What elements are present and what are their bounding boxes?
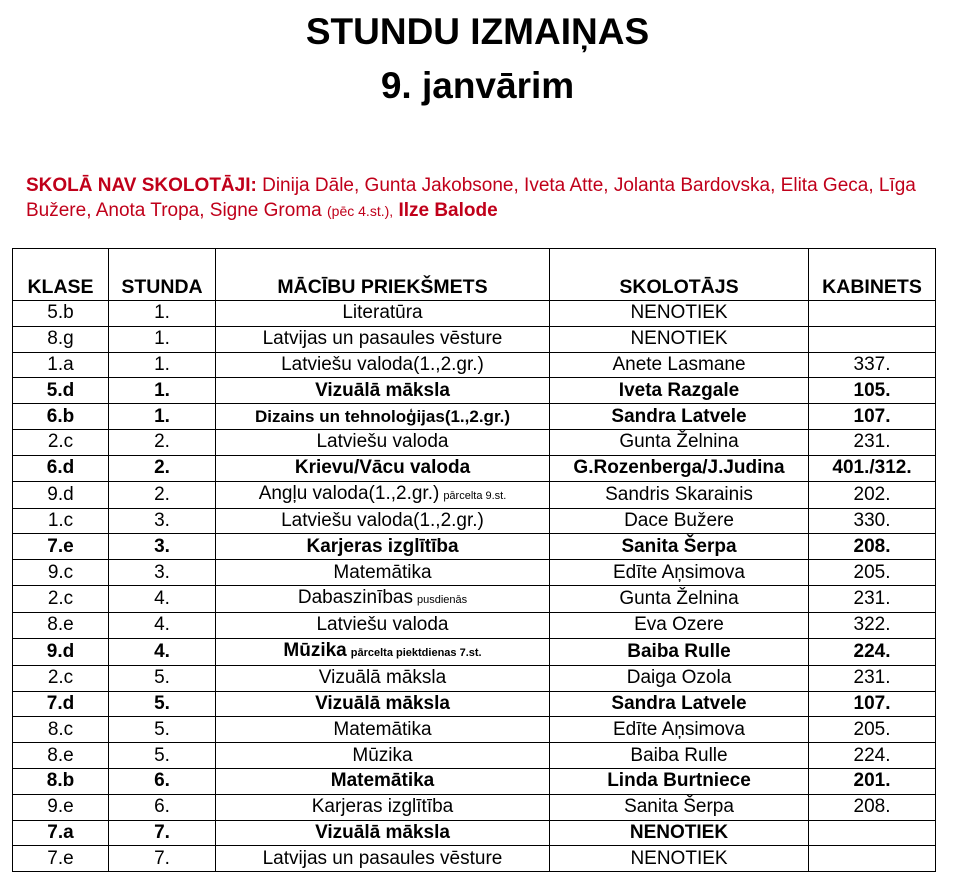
subject-cell [216, 585, 550, 612]
header-klase: KLASE [13, 249, 109, 301]
teacher-cell: Sandris Skarainis [550, 481, 809, 508]
teacher-cell: Daiga Ozola [550, 665, 809, 691]
subject-note: pārcelta 9.st. [443, 489, 507, 502]
stunda-cell: 4. [109, 638, 216, 665]
subject-text: Latviešu valoda [316, 431, 449, 453]
table-body [13, 301, 936, 872]
subject-text: Dabaszinības [297, 586, 413, 608]
subject-cell [216, 404, 550, 430]
klase-cell: 5.d [13, 378, 109, 404]
header-teacher: SKOLOTĀJS [550, 249, 809, 301]
teacher-cell: Gunta Želnina [550, 585, 809, 612]
stunda-cell: 3. [109, 560, 216, 586]
klase-cell: 2.c [13, 585, 109, 612]
room-cell: 107. [809, 691, 936, 717]
stunda-cell: 4. [109, 585, 216, 612]
stunda-cell: 6. [109, 768, 216, 794]
room-cell: 231. [809, 585, 936, 612]
teacher-cell: Eva Ozere [550, 612, 809, 638]
klase-cell: 1.c [13, 508, 109, 534]
teacher-cell: NENOTIEK [550, 820, 809, 846]
klase-cell: 2.c [13, 429, 109, 455]
stunda-cell: 1. [109, 301, 216, 327]
table-row [13, 585, 936, 612]
subject-cell [216, 560, 550, 586]
table-header-row [13, 249, 936, 301]
teacher-cell: Sandra Latvele [550, 691, 809, 717]
subject-cell [216, 352, 550, 378]
subject-text: Angļu valoda(1.,2.gr.) [258, 482, 440, 504]
subject-cell [216, 612, 550, 638]
teacher-cell: Sanita Šerpa [550, 794, 809, 820]
stunda-cell: 1. [109, 378, 216, 404]
subject-cell [216, 743, 550, 769]
subject-text: Latviešu valoda(1.,2.gr.) [281, 353, 484, 375]
teacher-cell: Dace Bužere [550, 508, 809, 534]
stunda-cell: 5. [109, 743, 216, 769]
room-cell: 330. [809, 508, 936, 534]
table-row [13, 743, 936, 769]
subject-cell [216, 326, 550, 352]
klase-cell: 5.b [13, 301, 109, 327]
subject-cell [216, 665, 550, 691]
room-cell: 208. [809, 794, 936, 820]
table-row [13, 691, 936, 717]
table-row [13, 638, 936, 665]
room-cell: 231. [809, 665, 936, 691]
table-row [13, 301, 936, 327]
subject-text: Karjeras izglītība [311, 796, 454, 818]
subject-cell [216, 717, 550, 743]
subject-text: Latvijas un pasaules vēsture [262, 328, 503, 350]
teacher-cell: Linda Burtniece [550, 768, 809, 794]
room-cell: 401./312. [809, 455, 936, 481]
room-cell: 205. [809, 717, 936, 743]
table-row [13, 768, 936, 794]
table-row [13, 534, 936, 560]
klase-cell: 8.b [13, 768, 109, 794]
table-row [13, 612, 936, 638]
room-cell [809, 301, 936, 327]
page-date: 9. janvārim [380, 65, 575, 106]
subject-text: Vizuālā māksla [315, 692, 450, 714]
klase-cell: 9.c [13, 560, 109, 586]
subject-cell [216, 301, 550, 327]
teacher-cell: NENOTIEK [550, 326, 809, 352]
room-cell [809, 326, 936, 352]
room-cell: 224. [809, 743, 936, 769]
header-subject: MĀCĪBU PRIEKŠMETS [216, 249, 550, 301]
header-stunda: STUNDA [109, 249, 216, 301]
subject-cell [216, 429, 550, 455]
subject-text: Latvijas un pasaules vēsture [262, 847, 503, 869]
subject-cell [216, 481, 550, 508]
teacher-cell: Sandra Latvele [550, 404, 809, 430]
table-row [13, 352, 936, 378]
klase-cell: 7.e [13, 846, 109, 872]
subject-note: pusdienās [416, 593, 468, 606]
subject-cell [216, 508, 550, 534]
subject-cell [216, 794, 550, 820]
klase-cell: 2.c [13, 665, 109, 691]
klase-cell: 9.e [13, 794, 109, 820]
stunda-cell: 2. [109, 481, 216, 508]
subject-text: Vizuālā māksla [318, 667, 447, 689]
room-cell: 337. [809, 352, 936, 378]
stunda-cell: 2. [109, 429, 216, 455]
subject-text: Latviešu valoda [316, 614, 449, 636]
subject-cell [216, 768, 550, 794]
teacher-cell: Edīte Aņsimova [550, 717, 809, 743]
klase-cell: 6.d [13, 455, 109, 481]
table-row [13, 326, 936, 352]
klase-cell: 8.c [13, 717, 109, 743]
stunda-cell: 5. [109, 665, 216, 691]
header-room: KABINETS [809, 249, 936, 301]
subject-text: Matemātika [333, 561, 432, 583]
room-cell: 231. [809, 429, 936, 455]
teacher-cell: Edīte Aņsimova [550, 560, 809, 586]
teacher-cell: Gunta Želnina [550, 429, 809, 455]
teacher-cell: Baiba Rulle [550, 743, 809, 769]
stunda-cell: 2. [109, 455, 216, 481]
subject-text: Literatūra [342, 302, 423, 324]
stunda-cell: 4. [109, 612, 216, 638]
subject-cell [216, 638, 550, 665]
klase-cell: 7.d [13, 691, 109, 717]
klase-cell: 7.a [13, 820, 109, 846]
teacher-cell: Sanita Šerpa [550, 534, 809, 560]
room-cell [809, 846, 936, 872]
table-row [13, 429, 936, 455]
teacher-cell: NENOTIEK [550, 846, 809, 872]
page-title: STUNDU IZMAIŅAS [305, 11, 650, 52]
teacher-cell: Iveta Razgale [550, 378, 809, 404]
stunda-cell: 3. [109, 508, 216, 534]
subject-note: pārcelta piektdienas 7.st. [350, 646, 482, 659]
subject-cell [216, 378, 550, 404]
teacher-cell: Anete Lasmane [550, 352, 809, 378]
subject-text: Dizains un tehnoloģijas(1.,2.gr.) [254, 406, 511, 426]
changes-table [12, 248, 936, 872]
klase-cell: 6.b [13, 404, 109, 430]
room-cell: 322. [809, 612, 936, 638]
teacher-cell: Baiba Rulle [550, 638, 809, 665]
room-cell [809, 820, 936, 846]
subject-text: Matemātika [333, 718, 432, 740]
klase-cell: 9.d [13, 638, 109, 665]
room-cell: 201. [809, 768, 936, 794]
absent-last: Ilze Balode [398, 200, 498, 221]
table-row [13, 560, 936, 586]
subject-text: Mūzika [283, 639, 347, 661]
stunda-cell: 1. [109, 352, 216, 378]
subject-text: Karjeras izglītība [306, 535, 459, 557]
absent-note: (pēc 4.st.), [327, 203, 394, 219]
table-row [13, 455, 936, 481]
absent-label: SKOLĀ NAV SKOLOTĀJI: [26, 175, 257, 196]
subject-text: Vizuālā māksla [315, 821, 450, 843]
stunda-cell: 3. [109, 534, 216, 560]
teacher-cell: G.Rozenberga/J.Judina [550, 455, 809, 481]
subject-text: Mūzika [352, 744, 413, 766]
table-row [13, 481, 936, 508]
klase-cell: 8.g [13, 326, 109, 352]
klase-cell: 8.e [13, 743, 109, 769]
subject-text: Krievu/Vācu valoda [294, 457, 471, 479]
absent-names: Dinija Dāle, Gunta Jakobsone, Iveta Atte, Jolanta Bardovska, Elita Geca, Līga Bužere, Anota Tropa, Signe Groma [26, 175, 916, 221]
subject-cell [216, 846, 550, 872]
table-row [13, 846, 936, 872]
klase-cell: 1.a [13, 352, 109, 378]
subject-text: Vizuālā māksla [315, 379, 450, 401]
stunda-cell: 1. [109, 326, 216, 352]
subject-text: Latviešu valoda(1.,2.gr.) [281, 509, 484, 531]
klase-cell: 8.e [13, 612, 109, 638]
room-cell: 107. [809, 404, 936, 430]
stunda-cell: 5. [109, 691, 216, 717]
stunda-cell: 7. [109, 820, 216, 846]
subject-cell [216, 691, 550, 717]
room-cell: 105. [809, 378, 936, 404]
room-cell: 208. [809, 534, 936, 560]
room-cell: 224. [809, 638, 936, 665]
room-cell: 205. [809, 560, 936, 586]
table-row [13, 508, 936, 534]
subject-text: Matemātika [330, 770, 435, 792]
stunda-cell: 1. [109, 404, 216, 430]
subject-cell [216, 534, 550, 560]
table-row [13, 404, 936, 430]
table-row [13, 794, 936, 820]
subject-cell [216, 455, 550, 481]
table-row [13, 378, 936, 404]
teacher-cell: NENOTIEK [550, 301, 809, 327]
table-row [13, 717, 936, 743]
klase-cell: 9.d [13, 481, 109, 508]
klase-cell: 7.e [13, 534, 109, 560]
stunda-cell: 6. [109, 794, 216, 820]
room-cell: 202. [809, 481, 936, 508]
table-row [13, 820, 936, 846]
table-row [13, 665, 936, 691]
absent-teachers-notice [26, 173, 926, 224]
stunda-cell: 7. [109, 846, 216, 872]
subject-cell [216, 820, 550, 846]
stunda-cell: 5. [109, 717, 216, 743]
